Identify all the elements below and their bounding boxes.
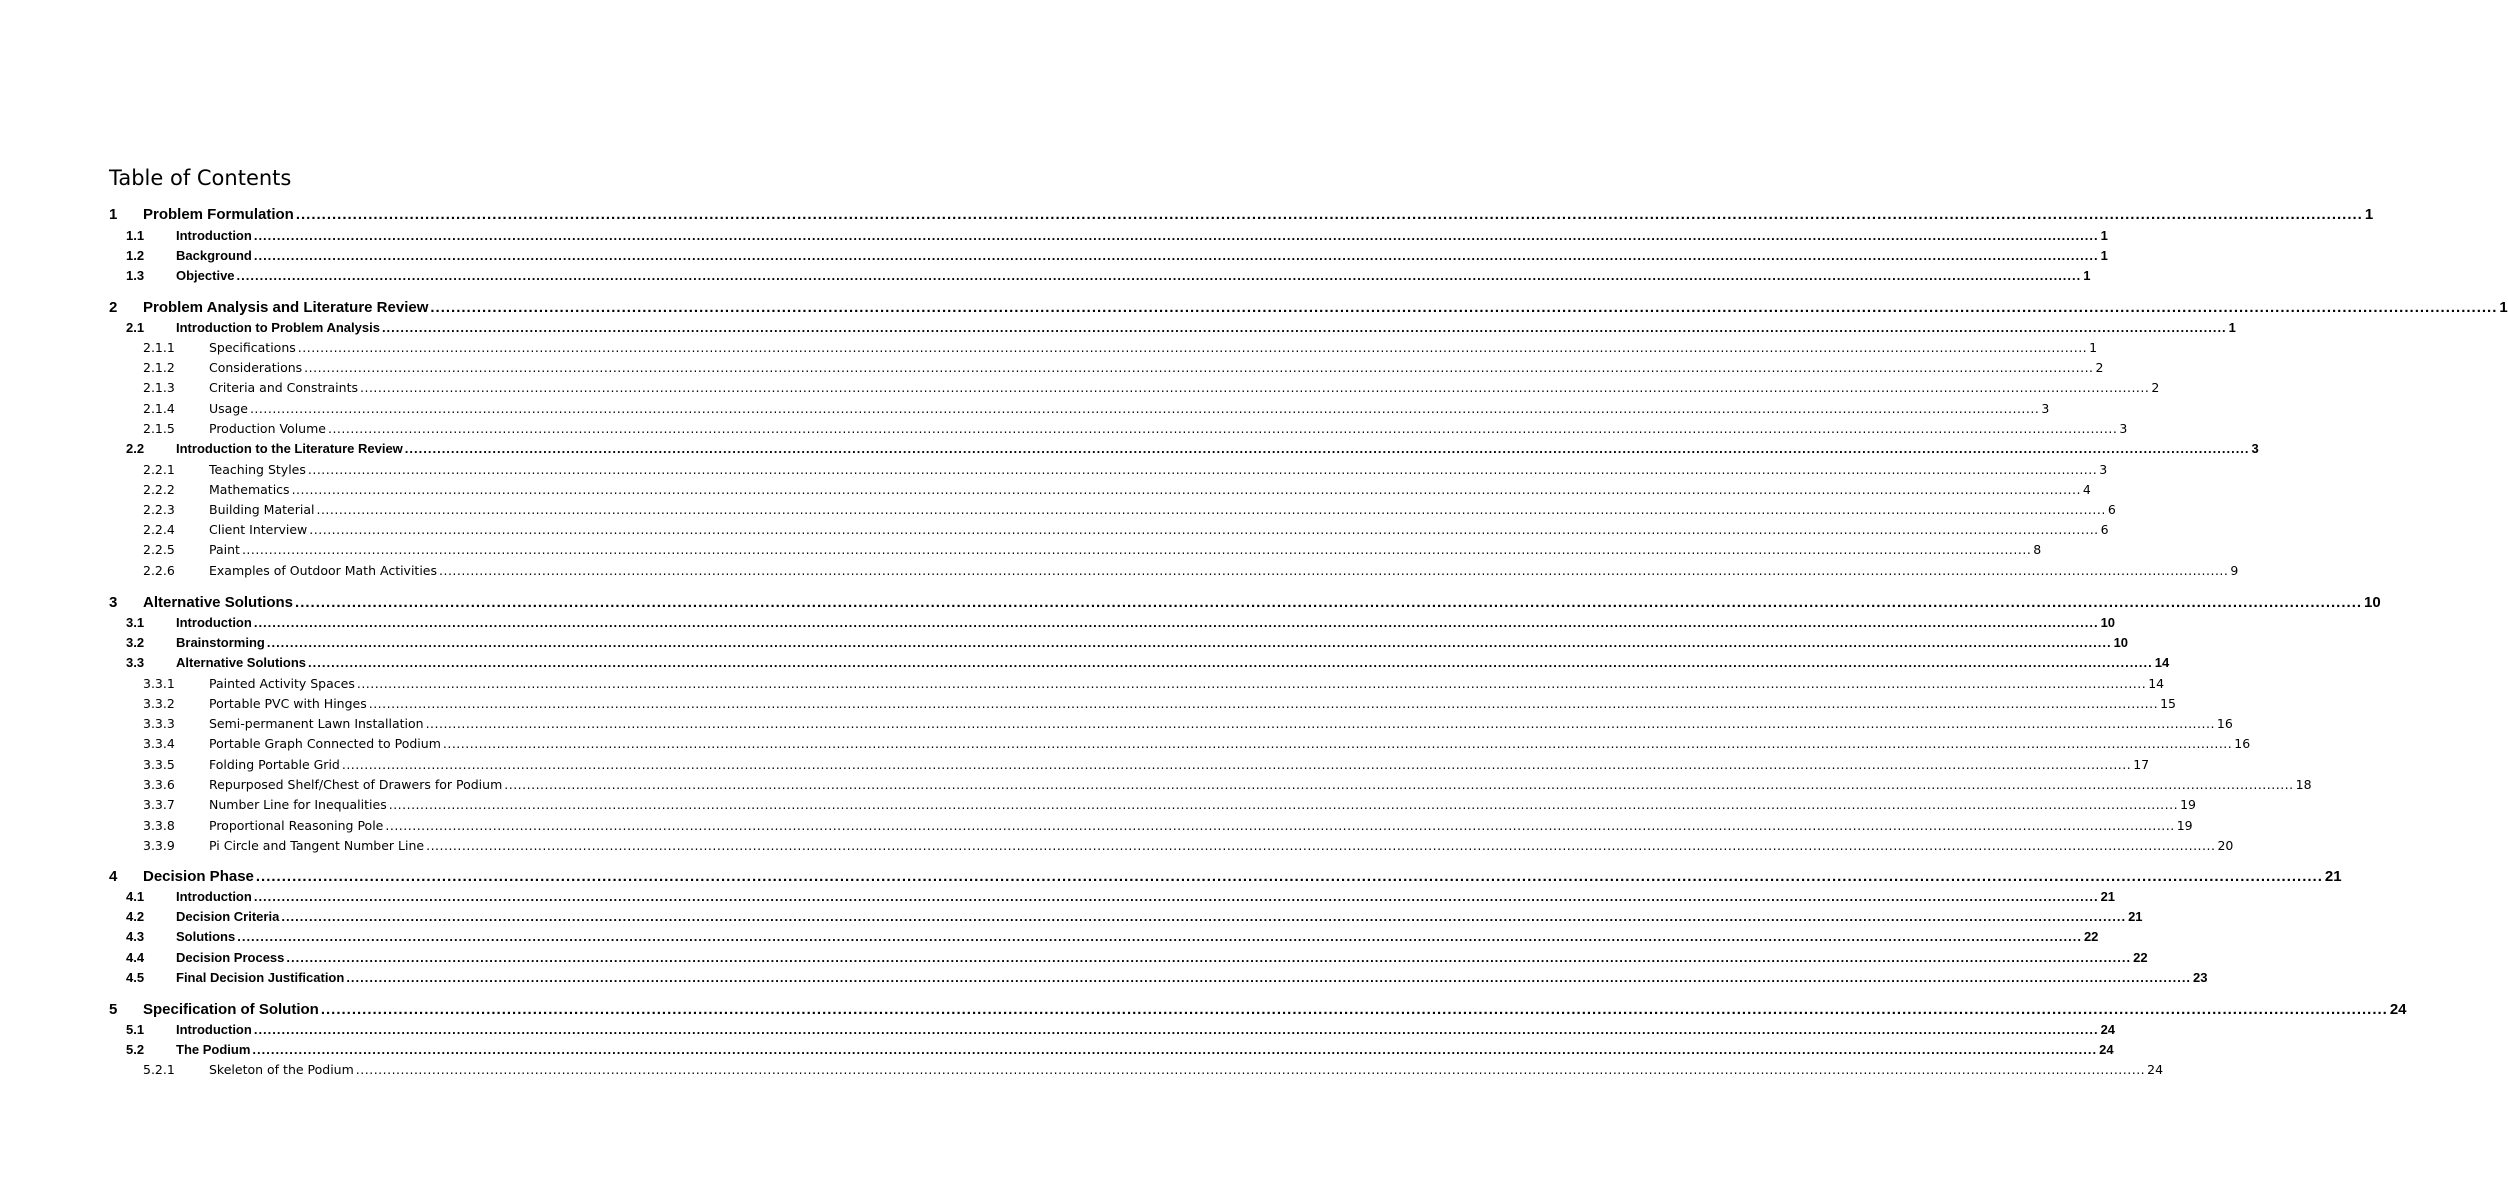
toc-entry-title: Introduction bbox=[176, 889, 252, 904]
toc-dot-leader: ................................................................................................................................................................................................................................................................................................................................................................................................................ bbox=[425, 716, 2215, 731]
toc-entry[interactable] bbox=[0, 795, 2196, 815]
toc-dot-leader: ................................................................................................................................................................................................................................................................................................................................................................................................................ bbox=[346, 970, 2192, 985]
toc-dot-leader: ................................................................................................................................................................................................................................................................................................................................................................................................................ bbox=[360, 380, 2150, 395]
toc-entry-number: 1.3 bbox=[126, 268, 145, 283]
toc-entry[interactable] bbox=[0, 378, 2160, 398]
toc-entry-line bbox=[176, 907, 2143, 927]
toc-entry-line bbox=[143, 204, 2374, 226]
toc-entry-number: 4.4 bbox=[126, 950, 145, 965]
toc-entry-line bbox=[176, 927, 2099, 947]
toc-entry-title: Specification of Solution bbox=[143, 1001, 319, 1018]
toc-entry-line bbox=[209, 540, 2042, 560]
toc-dot-leader: ................................................................................................................................................................................................................................................................................................................................................................................................................ bbox=[388, 797, 2179, 812]
toc-entry-page-number: 15 bbox=[2160, 696, 2176, 711]
toc-entry-number: 3.3.1 bbox=[143, 676, 175, 691]
toc-dot-leader: ................................................................................................................................................................................................................................................................................................................................................................................................................ bbox=[241, 542, 2032, 557]
toc-entry-number: 3.3.6 bbox=[143, 777, 175, 792]
toc-entry-title: Introduction bbox=[176, 228, 252, 243]
toc-entry-page-number: 1 bbox=[2100, 228, 2108, 243]
toc-entry-title: Objective bbox=[176, 268, 235, 283]
toc-entry-line bbox=[209, 419, 2128, 439]
toc-entry-number: 2.1.4 bbox=[143, 401, 175, 416]
toc-entry-line bbox=[143, 866, 2342, 888]
toc-entry-page-number: 10 bbox=[2100, 615, 2116, 630]
toc-entry-title: Final Decision Justification bbox=[176, 970, 345, 985]
toc-entry-line bbox=[176, 1020, 2116, 1040]
toc-entry[interactable] bbox=[0, 1020, 2116, 1040]
toc-entry-title: Folding Portable Grid bbox=[209, 757, 340, 772]
toc-entry[interactable] bbox=[0, 1060, 2164, 1080]
toc-entry-title: Specifications bbox=[209, 340, 296, 355]
toc-entry-title: Repurposed Shelf/Chest of Drawers for Podium bbox=[209, 777, 503, 792]
toc-entry[interactable] bbox=[0, 866, 2342, 888]
toc-entry-page-number: 2 bbox=[2151, 380, 2160, 395]
toc-entry[interactable] bbox=[0, 204, 2374, 226]
toc-entry-page-number: 23 bbox=[2193, 970, 2208, 985]
toc-entry[interactable] bbox=[0, 948, 2148, 968]
toc-entry-line bbox=[209, 795, 2196, 815]
toc-entry[interactable] bbox=[0, 540, 2042, 560]
toc-entry[interactable] bbox=[0, 999, 2407, 1021]
toc-entry-page-number: 6 bbox=[2107, 502, 2116, 517]
toc-entry-page-number: 3 bbox=[2041, 401, 2050, 416]
toc-entry[interactable] bbox=[0, 734, 2251, 754]
toc-entry-number: 2.2.5 bbox=[143, 542, 175, 557]
toc-dot-leader: ................................................................................................................................................................................................................................................................................................................................................................................................................ bbox=[253, 228, 2099, 243]
toc-entry-title: Examples of Outdoor Math Activities bbox=[209, 563, 438, 578]
toc-entry-title: Decision Criteria bbox=[176, 909, 280, 924]
toc-entry-title: Alternative Solutions bbox=[143, 594, 294, 611]
toc-entry[interactable] bbox=[0, 633, 2129, 653]
toc-entry-number: 3.3.5 bbox=[143, 757, 175, 772]
toc-entry-page-number: 3 bbox=[2099, 462, 2108, 477]
toc-entry-number: 1 bbox=[109, 206, 118, 223]
toc-entry-number: 2.2.2 bbox=[143, 482, 175, 497]
toc-entry[interactable] bbox=[0, 755, 2150, 775]
toc-entry-page-number: 19 bbox=[2180, 797, 2196, 812]
toc-entry[interactable] bbox=[0, 358, 2104, 378]
toc-entry-line bbox=[176, 653, 2170, 673]
toc-dot-leader: ................................................................................................................................................................................................................................................................................................................................................................................................................ bbox=[442, 736, 2233, 751]
toc-entry[interactable] bbox=[0, 714, 2233, 734]
toc-dot-leader: ................................................................................................................................................................................................................................................................................................................................................................................................................ bbox=[253, 248, 2099, 263]
toc-entry-page-number: 2 bbox=[2095, 360, 2104, 375]
toc-entry-title: Introduction to the Literature Review bbox=[176, 441, 403, 456]
toc-entry-page-number: 21 bbox=[2128, 909, 2143, 924]
toc-entry-line bbox=[176, 887, 2116, 907]
toc-entry-page-number: 9 bbox=[2230, 563, 2239, 578]
toc-entry-number: 3.3.2 bbox=[143, 696, 175, 711]
toc-entry-number: 1.1 bbox=[126, 228, 145, 243]
toc-entry-title: Painted Activity Spaces bbox=[209, 676, 355, 691]
toc-entry-title: Criteria and Constraints bbox=[209, 380, 358, 395]
toc-entry-line bbox=[209, 674, 2165, 694]
toc-entry-line bbox=[209, 460, 2108, 480]
toc-dot-leader: ................................................................................................................................................................................................................................................................................................................................................................................................................ bbox=[281, 909, 2127, 924]
toc-dot-leader: ................................................................................................................................................................................................................................................................................................................................................................................................................ bbox=[266, 635, 2112, 650]
toc-entry-title: Decision Phase bbox=[143, 868, 254, 885]
toc-entry[interactable] bbox=[0, 460, 2108, 480]
toc-dot-leader: ................................................................................................................................................................................................................................................................................................................................................................................................................ bbox=[504, 777, 2294, 792]
toc-entry-page-number: 4 bbox=[2082, 482, 2091, 497]
toc-entry-title: Introduction to Problem Analysis bbox=[176, 320, 380, 335]
toc-entry-line bbox=[209, 1060, 2164, 1080]
toc-entry-line bbox=[209, 775, 2312, 795]
toc-entry[interactable] bbox=[0, 775, 2312, 795]
toc-entry-line bbox=[209, 755, 2150, 775]
toc-entry-title: Decision Process bbox=[176, 950, 285, 965]
toc-dot-leader: ................................................................................................................................................................................................................................................................................................................................................................................................................ bbox=[320, 1001, 2388, 1018]
toc-dot-leader: ................................................................................................................................................................................................................................................................................................................................................................................................................ bbox=[355, 1062, 2146, 1077]
toc-entry-line bbox=[176, 613, 2116, 633]
toc-entry-page-number: 24 bbox=[2389, 1001, 2407, 1018]
toc-entry[interactable] bbox=[0, 338, 2098, 358]
toc-dot-leader: ................................................................................................................................................................................................................................................................................................................................................................................................................ bbox=[430, 299, 2498, 316]
toc-entry-page-number: 1 bbox=[2364, 206, 2374, 223]
toc-entry-page-number: 14 bbox=[2148, 676, 2165, 691]
toc-entry-page-number: 22 bbox=[2133, 950, 2148, 965]
toc-entry-number: 3.3 bbox=[126, 655, 145, 670]
toc-dot-leader: ................................................................................................................................................................................................................................................................................................................................................................................................................ bbox=[291, 482, 2081, 497]
toc-entry-number: 2.1 bbox=[126, 320, 145, 335]
toc-dot-leader: ................................................................................................................................................................................................................................................................................................................................................................................................................ bbox=[309, 522, 2099, 537]
toc-entry[interactable] bbox=[0, 399, 2050, 419]
toc-entry-title: Introduction bbox=[176, 1022, 252, 1037]
toc-dot-leader: ................................................................................................................................................................................................................................................................................................................................................................................................................ bbox=[356, 676, 2147, 691]
toc-entry-line bbox=[209, 714, 2233, 734]
toc-entry-line bbox=[209, 734, 2251, 754]
toc-entry-page-number: 24 bbox=[2099, 1042, 2114, 1057]
toc-entry-title: Usage bbox=[209, 401, 248, 416]
toc-entry[interactable] bbox=[0, 439, 2259, 459]
toc-entry-title: Introduction bbox=[176, 615, 252, 630]
toc-entry-line bbox=[209, 480, 2091, 500]
toc-entry-number: 1.2 bbox=[126, 248, 145, 263]
toc-entry-page-number: 3 bbox=[2251, 441, 2259, 456]
toc-entry-page-number: 8 bbox=[2033, 542, 2042, 557]
toc-entry-line bbox=[209, 399, 2050, 419]
toc-entry[interactable] bbox=[0, 592, 2381, 614]
toc-entry-line bbox=[176, 633, 2129, 653]
toc-entry-page-number: 1 bbox=[2083, 268, 2091, 283]
toc-entry[interactable] bbox=[0, 836, 2234, 856]
toc-entry-page-number: 1 bbox=[2499, 299, 2508, 316]
toc-dot-leader: ................................................................................................................................................................................................................................................................................................................................................................................................................ bbox=[295, 206, 2363, 223]
toc-entry[interactable] bbox=[0, 694, 2176, 714]
toc-entry-line bbox=[176, 266, 2091, 286]
toc-entry-line bbox=[209, 338, 2098, 358]
toc-entry-title: Skeleton of the Podium bbox=[209, 1062, 354, 1077]
toc-entry[interactable] bbox=[0, 561, 2239, 581]
toc-entry-page-number: 3 bbox=[2119, 421, 2128, 436]
toc-entry-page-number: 21 bbox=[2100, 889, 2116, 904]
toc-entry-number: 3.3.4 bbox=[143, 736, 175, 751]
toc-entry[interactable] bbox=[0, 968, 2208, 988]
toc-entry-number: 2.2 bbox=[126, 441, 145, 456]
toc-entry-title: Proportional Reasoning Pole bbox=[209, 818, 384, 833]
toc-entry-number: 4.3 bbox=[126, 929, 145, 944]
toc-entry-number: 2.1.1 bbox=[143, 340, 175, 355]
toc-entry-page-number: 18 bbox=[2295, 777, 2312, 792]
toc-entry-line bbox=[209, 500, 2116, 520]
toc-entry-number: 2.1.2 bbox=[143, 360, 175, 375]
toc-entry-line bbox=[143, 999, 2407, 1021]
toc-entry-line bbox=[176, 439, 2259, 459]
toc-dot-leader: ................................................................................................................................................................................................................................................................................................................................................................................................................ bbox=[327, 421, 2118, 436]
toc-entry-title: Production Volume bbox=[209, 421, 326, 436]
toc-entry-page-number: 16 bbox=[2234, 736, 2251, 751]
toc-entry-line bbox=[209, 816, 2193, 836]
toc-entry-page-number: 24 bbox=[2147, 1062, 2164, 1077]
toc-entry-line bbox=[176, 318, 2236, 338]
toc-entry-number: 5.2.1 bbox=[143, 1062, 175, 1077]
toc-entry-number: 2.2.4 bbox=[143, 522, 175, 537]
toc-entry-page-number: 20 bbox=[2217, 838, 2234, 853]
toc-entry-number: 2.2.3 bbox=[143, 502, 175, 517]
toc-entry-line bbox=[209, 378, 2160, 398]
toc-dot-leader: ................................................................................................................................................................................................................................................................................................................................................................................................................ bbox=[255, 868, 2323, 885]
toc-entry-page-number: 6 bbox=[2100, 522, 2109, 537]
toc-entry-page-number: 1 bbox=[2100, 248, 2108, 263]
toc-dot-leader: ................................................................................................................................................................................................................................................................................................................................................................................................................ bbox=[385, 818, 2175, 833]
toc-dot-leader: ................................................................................................................................................................................................................................................................................................................................................................................................................ bbox=[253, 615, 2099, 630]
toc-entry-number: 3 bbox=[109, 594, 118, 611]
toc-entry-title: Mathematics bbox=[209, 482, 290, 497]
toc-dot-leader: ................................................................................................................................................................................................................................................................................................................................................................................................................ bbox=[297, 340, 2088, 355]
toc-entry-line bbox=[176, 948, 2148, 968]
toc-entry[interactable] bbox=[0, 500, 2116, 520]
toc-entry[interactable] bbox=[0, 1040, 2114, 1060]
toc-entry-line bbox=[143, 592, 2381, 614]
toc-entry[interactable] bbox=[0, 297, 2508, 319]
toc-entry-number: 5 bbox=[109, 1001, 118, 1018]
toc-dot-leader: ................................................................................................................................................................................................................................................................................................................................................................................................................ bbox=[252, 1042, 2098, 1057]
toc-entry-number: 3.1 bbox=[126, 615, 145, 630]
toc-entry-number: 5.1 bbox=[126, 1022, 145, 1037]
toc-entry-number: 4 bbox=[109, 868, 118, 885]
toc-entry[interactable] bbox=[0, 927, 2099, 947]
toc-entry-line bbox=[176, 226, 2108, 246]
toc-entry-title: Teaching Styles bbox=[209, 462, 306, 477]
toc-entry[interactable] bbox=[0, 653, 2170, 673]
toc-entry-title: Number Line for Inequalities bbox=[209, 797, 387, 812]
toc-entry-title: Brainstorming bbox=[176, 635, 265, 650]
toc-entry-title: Background bbox=[176, 248, 252, 263]
toc-entry-line bbox=[176, 246, 2108, 266]
toc-dot-leader: ................................................................................................................................................................................................................................................................................................................................................................................................................ bbox=[307, 462, 2098, 477]
toc-dot-leader: ................................................................................................................................................................................................................................................................................................................................................................................................................ bbox=[368, 696, 2159, 711]
toc-entry-number: 2.1.5 bbox=[143, 421, 175, 436]
toc-dot-leader: ................................................................................................................................................................................................................................................................................................................................................................................................................ bbox=[253, 1022, 2099, 1037]
toc-entry-page-number: 24 bbox=[2100, 1022, 2116, 1037]
toc-entry-number: 5.2 bbox=[126, 1042, 145, 1057]
toc-entry-page-number: 10 bbox=[2364, 594, 2381, 611]
toc-entry-number: 4.2 bbox=[126, 909, 145, 924]
toc-entry-title: Problem Analysis and Literature Review bbox=[143, 299, 429, 316]
page-title: Table of Contents bbox=[109, 166, 292, 190]
toc-entry-line bbox=[209, 358, 2104, 378]
toc-entry-number: 3.3.8 bbox=[143, 818, 175, 833]
toc-entry-title: Portable PVC with Hinges bbox=[209, 696, 367, 711]
toc-entry-line bbox=[176, 1040, 2114, 1060]
toc-entry-line bbox=[209, 836, 2234, 856]
toc-entry[interactable] bbox=[0, 480, 2091, 500]
toc-dot-leader: ................................................................................................................................................................................................................................................................................................................................................................................................................ bbox=[381, 320, 2227, 335]
toc-dot-leader: ................................................................................................................................................................................................................................................................................................................................................................................................................ bbox=[308, 655, 2153, 670]
toc-entry-title: Alternative Solutions bbox=[176, 655, 307, 670]
toc-entry[interactable] bbox=[0, 520, 2109, 540]
toc-entry[interactable] bbox=[0, 887, 2116, 907]
toc-entry-page-number: 19 bbox=[2176, 818, 2193, 833]
toc-entry-title: Client Interview bbox=[209, 522, 308, 537]
toc-dot-leader: ................................................................................................................................................................................................................................................................................................................................................................................................................ bbox=[237, 929, 2082, 944]
toc-entry-line bbox=[176, 968, 2208, 988]
toc-entry[interactable] bbox=[0, 674, 2165, 694]
toc-dot-leader: ................................................................................................................................................................................................................................................................................................................................................................................................................ bbox=[249, 401, 2040, 416]
toc-dot-leader: ................................................................................................................................................................................................................................................................................................................................................................................................................ bbox=[316, 502, 2106, 517]
toc-entry-number: 4.1 bbox=[126, 889, 145, 904]
toc-entry-number: 2 bbox=[109, 299, 118, 316]
toc-entry-number: 2.1.3 bbox=[143, 380, 175, 395]
toc-entry-number: 3.3.3 bbox=[143, 716, 175, 731]
toc-entry-title: Pi Circle and Tangent Number Line bbox=[209, 838, 425, 853]
toc-entry[interactable] bbox=[0, 613, 2116, 633]
toc-entry[interactable] bbox=[0, 419, 2128, 439]
toc-entry-page-number: 1 bbox=[2228, 320, 2236, 335]
toc-entry-page-number: 16 bbox=[2216, 716, 2233, 731]
toc-entry-line bbox=[143, 297, 2508, 319]
toc-entry-number: 3.3.7 bbox=[143, 797, 175, 812]
toc-entry[interactable] bbox=[0, 266, 2091, 286]
toc-entry-line bbox=[209, 520, 2109, 540]
toc-entry-number: 2.2.1 bbox=[143, 462, 175, 477]
toc-entry[interactable] bbox=[0, 907, 2143, 927]
toc-entry[interactable] bbox=[0, 318, 2236, 338]
toc-entry-title: Portable Graph Connected to Podium bbox=[209, 736, 441, 751]
toc-entry[interactable] bbox=[0, 246, 2108, 266]
toc-entry-page-number: 17 bbox=[2133, 757, 2150, 772]
toc-entry[interactable] bbox=[0, 816, 2193, 836]
toc-entry-title: Problem Formulation bbox=[143, 206, 294, 223]
toc-dot-leader: ................................................................................................................................................................................................................................................................................................................................................................................................................ bbox=[426, 838, 2216, 853]
toc-dot-leader: ................................................................................................................................................................................................................................................................................................................................................................................................................ bbox=[253, 889, 2099, 904]
toc-entry-title: Semi-permanent Lawn Installation bbox=[209, 716, 424, 731]
toc-dot-leader: ................................................................................................................................................................................................................................................................................................................................................................................................................ bbox=[439, 563, 2229, 578]
toc-entry-page-number: 1 bbox=[2089, 340, 2098, 355]
toc-entry-number: 4.5 bbox=[126, 970, 145, 985]
toc-entry-page-number: 10 bbox=[2113, 635, 2129, 650]
toc-entry-page-number: 21 bbox=[2324, 868, 2342, 885]
toc-entry-line bbox=[209, 561, 2239, 581]
toc-entry-title: Paint bbox=[209, 542, 240, 557]
toc-entry-line bbox=[209, 694, 2176, 714]
toc-entry-page-number: 22 bbox=[2083, 929, 2099, 944]
toc-dot-leader: ................................................................................................................................................................................................................................................................................................................................................................................................................ bbox=[404, 441, 2250, 456]
toc-dot-leader: ................................................................................................................................................................................................................................................................................................................................................................................................................ bbox=[286, 950, 2132, 965]
toc-entry-title: The Podium bbox=[176, 1042, 251, 1057]
toc-entry[interactable] bbox=[0, 226, 2108, 246]
toc-dot-leader: ................................................................................................................................................................................................................................................................................................................................................................................................................ bbox=[341, 757, 2132, 772]
toc-entry-number: 3.2 bbox=[126, 635, 145, 650]
toc-entry-number: 2.2.6 bbox=[143, 563, 175, 578]
toc-entry-page-number: 14 bbox=[2154, 655, 2170, 670]
toc-dot-leader: ................................................................................................................................................................................................................................................................................................................................................................................................................ bbox=[295, 594, 2363, 611]
toc-dot-leader: ................................................................................................................................................................................................................................................................................................................................................................................................................ bbox=[236, 268, 2082, 283]
toc-dot-leader: ................................................................................................................................................................................................................................................................................................................................................................................................................ bbox=[304, 360, 2094, 375]
toc-entry-title: Considerations bbox=[209, 360, 303, 375]
toc-entry-title: Building Material bbox=[209, 502, 315, 517]
toc-entry-number: 3.3.9 bbox=[143, 838, 175, 853]
toc-entry-title: Solutions bbox=[176, 929, 236, 944]
